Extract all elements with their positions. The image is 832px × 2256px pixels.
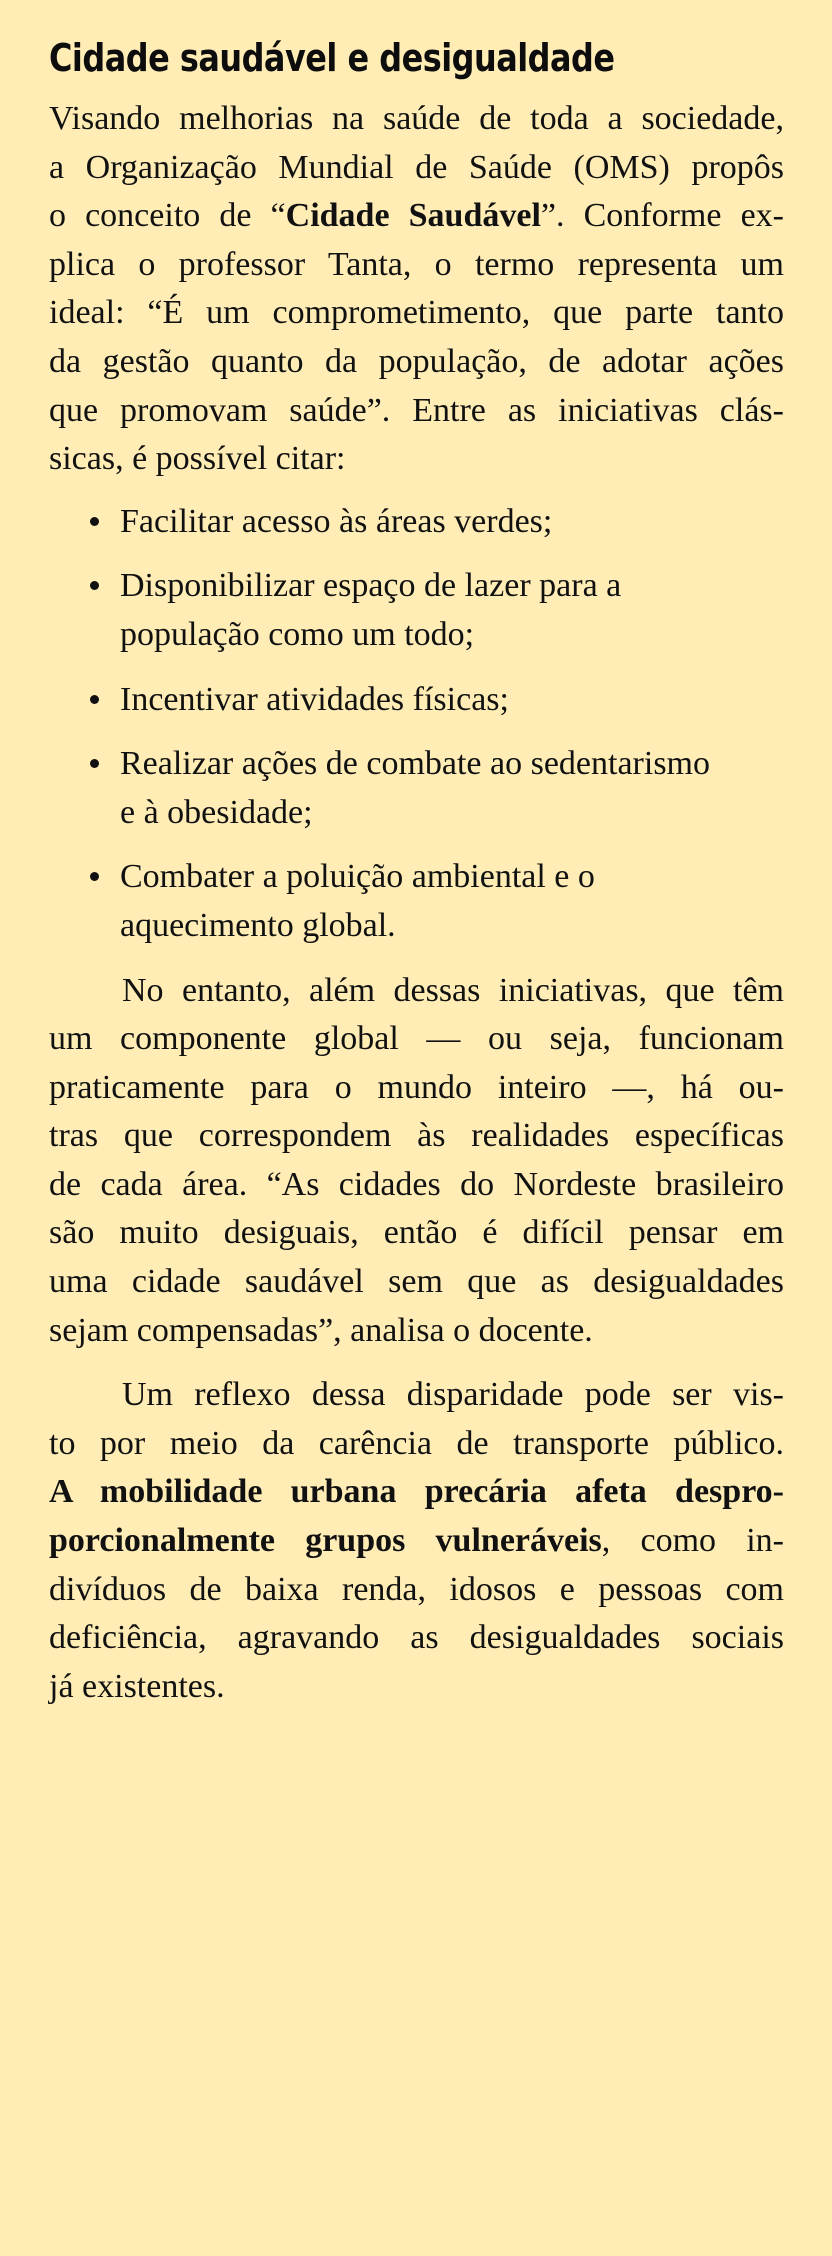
list-item-text: Incentivar atividades físicas; xyxy=(120,680,509,718)
list-item-text: Disponibilizar espaço de lazer para a xyxy=(120,567,622,605)
text-line xyxy=(49,241,784,290)
text-segment: um componente global — ou seja, funcionam xyxy=(49,1020,784,1058)
text-segment: Um reflexo dessa disparidade pode ser vis- xyxy=(122,1376,784,1414)
list-item xyxy=(49,562,784,659)
paragraph-mobility xyxy=(49,1371,784,1711)
text-segment: plica o professor Tanta, o termo representa um xyxy=(49,245,784,283)
paragraph-regional-context xyxy=(49,967,784,1356)
text-line xyxy=(49,1015,784,1064)
list-item-text: Combater a poluição ambiental e o xyxy=(120,858,595,896)
text-line xyxy=(49,1112,784,1161)
text-line xyxy=(49,144,784,193)
text-segment: sicas, é possível citar: xyxy=(49,440,346,478)
initiatives-list xyxy=(49,498,784,951)
text-segment: de cada área. “As cidades do Nordeste brasileiro xyxy=(49,1165,784,1203)
text-segment: ”. Conforme ex- xyxy=(540,197,784,235)
list-item-text: população como um todo; xyxy=(120,615,475,653)
list-item xyxy=(49,853,784,950)
text-line xyxy=(49,387,784,436)
text-line xyxy=(49,1663,784,1712)
article-body xyxy=(49,95,784,1711)
text-segment: da gestão quanto da população, de adotar ações xyxy=(49,342,784,380)
text-segment: Visando melhorias na saúde de toda a sociedade, xyxy=(49,100,784,137)
text-segment: já existentes. xyxy=(49,1667,225,1705)
list-item xyxy=(49,676,784,725)
bullet-dot-icon xyxy=(90,581,99,590)
text-line xyxy=(49,1307,784,1356)
bullet-dot-icon xyxy=(90,517,99,526)
text-segment: sejam compensadas”, analisa o docente. xyxy=(49,1311,593,1349)
text-segment: a Organização Mundial de Saúde (OMS) propôs xyxy=(49,148,784,186)
list-item-text: e à obesidade; xyxy=(120,793,313,831)
text-segment: ideal: “É um comprometimento, que parte tanto xyxy=(49,294,784,332)
text-line xyxy=(49,1161,784,1210)
bullet-dot-icon xyxy=(90,872,99,881)
text-line xyxy=(49,192,784,241)
paragraph-intro xyxy=(49,95,784,484)
text-line xyxy=(49,967,784,1016)
text-line xyxy=(49,1614,784,1663)
text-segment: , como in- xyxy=(601,1522,784,1560)
list-item-text: Realizar ações de combate ao sedentarismo xyxy=(120,745,711,783)
bold-text: porcionalmente grupos vulneráveis xyxy=(49,1522,602,1560)
text-line xyxy=(49,338,784,387)
text-line xyxy=(49,1209,784,1258)
text-segment: uma cidade saudável sem que as desigualdades xyxy=(49,1263,784,1301)
text-line xyxy=(49,1517,784,1566)
text-segment: tras que correspondem às realidades específicas xyxy=(49,1117,784,1155)
bullet-dot-icon xyxy=(90,759,99,768)
text-segment: divíduos de baixa renda, idosos e pessoas com xyxy=(49,1570,784,1608)
text-line xyxy=(49,1420,784,1469)
text-segment: deficiência, agravando as desigualdades sociais xyxy=(49,1619,784,1657)
text-line xyxy=(49,1566,784,1615)
bold-text: Cidade Saudável xyxy=(285,197,541,235)
text-segment: que promovam saúde”. Entre as iniciativas clás- xyxy=(49,391,784,429)
list-item xyxy=(49,498,784,547)
text-line xyxy=(49,1468,784,1517)
list-item-text: Facilitar acesso às áreas verdes; xyxy=(120,502,553,540)
text-segment: to por meio da carência de transporte público. xyxy=(49,1424,784,1462)
text-line xyxy=(49,1258,784,1307)
text-line xyxy=(49,1371,784,1420)
bullet-dot-icon xyxy=(90,695,99,704)
bold-text: A mobilidade urbana precária afeta despro- xyxy=(49,1473,784,1511)
text-segment: praticamente para o mundo inteiro —, há ou- xyxy=(49,1068,784,1106)
text-line xyxy=(49,435,784,484)
list-item-text: aquecimento global. xyxy=(120,906,396,944)
list-item xyxy=(49,740,784,837)
text-line xyxy=(49,95,784,144)
text-segment: o conceito de “ xyxy=(49,197,286,235)
text-line xyxy=(49,289,784,338)
text-line xyxy=(49,1064,784,1113)
text-segment: No entanto, além dessas iniciativas, que têm xyxy=(122,971,784,1009)
article-heading: Cidade saudável e desigualdade xyxy=(49,36,615,80)
text-segment: são muito desiguais, então é difícil pensar em xyxy=(49,1214,784,1252)
